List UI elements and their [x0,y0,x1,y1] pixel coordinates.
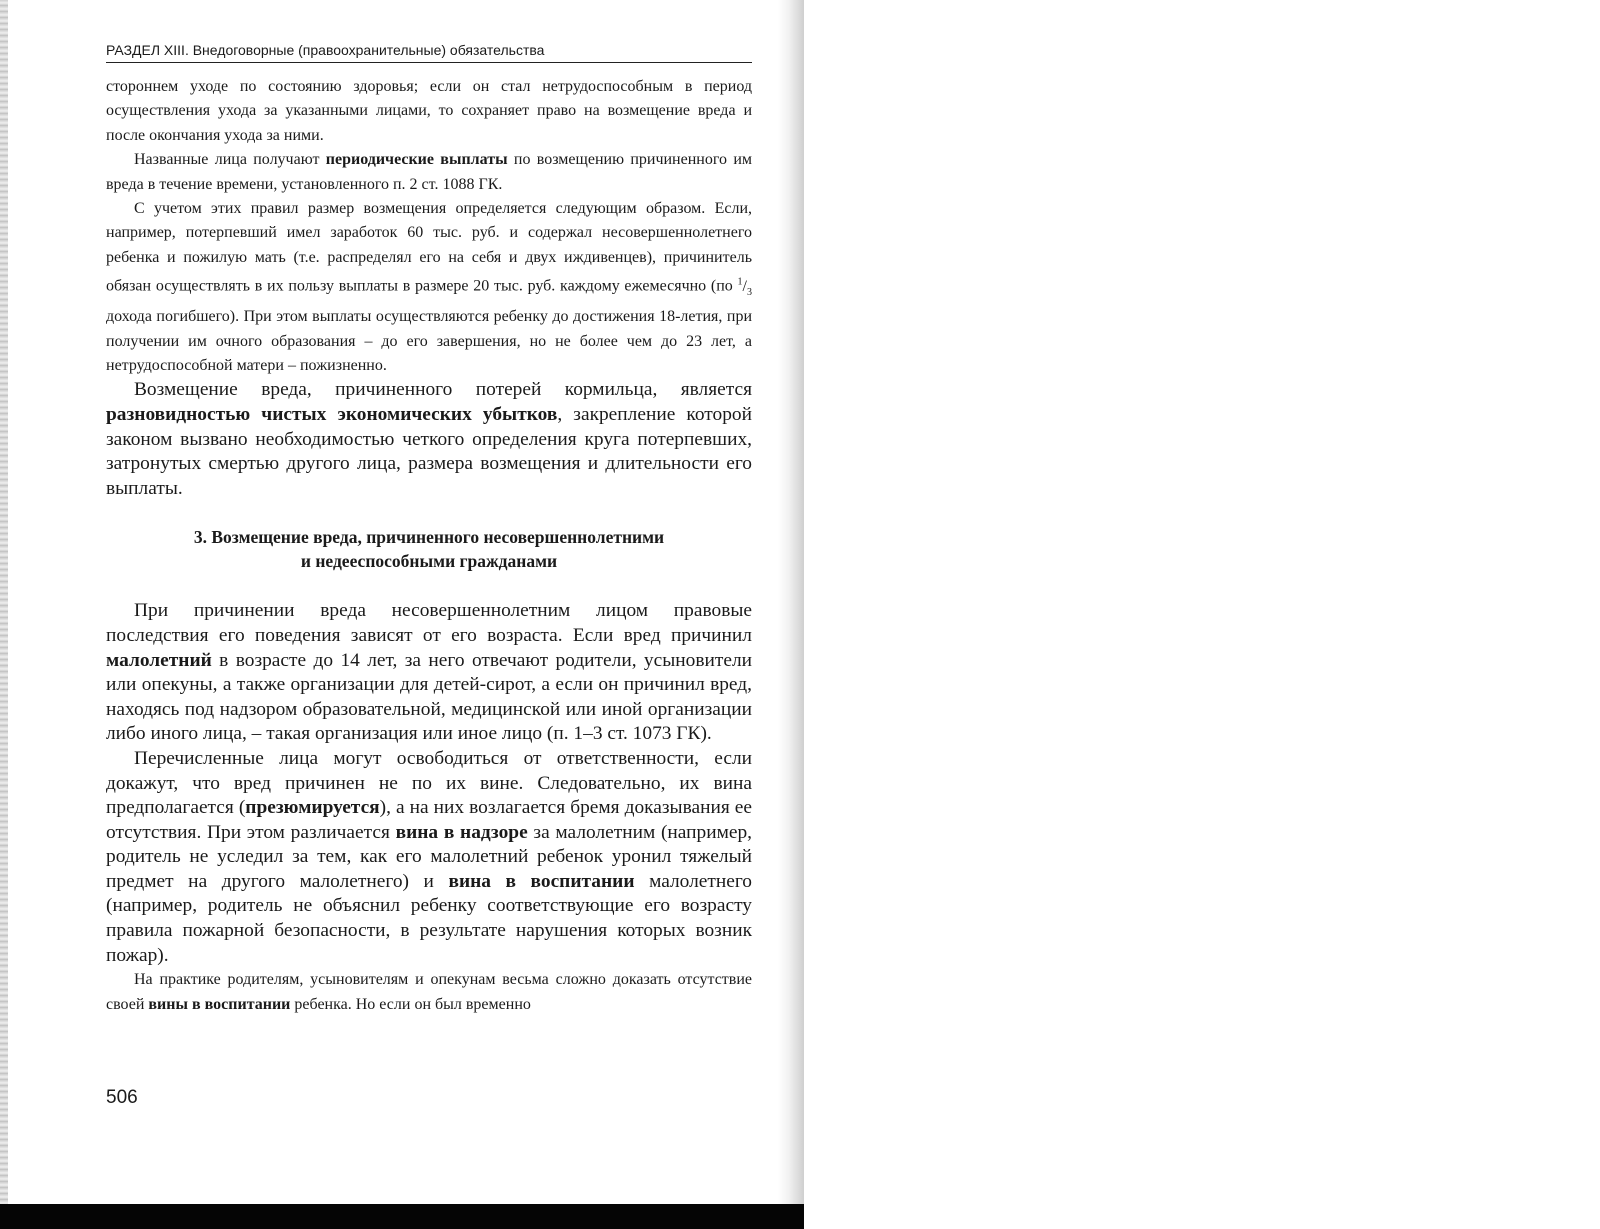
bold-term: вина в воспитании [448,870,635,892]
paragraph-3: С учетом этих правил размер возмещения определяется следующим образом. Если, например, потерпевший имел заработок 60 тыс. руб. и содержал несовершеннолетнего ребенка и пожилую мать (т.е. распределял его на себя и двух иждивенцев), причинитель обязан осуществлять в их пользу выплаты в размере 20 тыс. руб. каждому ежемесячно (по $^1/_3$ дохода погибшего). При этом выплаты осуществляются ребенку до достижения 18-летия, при получении им очного образования – до его завершения, но не более чем до 23 лет, а нетрудоспособной матери – пожизненно. [106,200,752,374]
running-head: РАЗДЕЛ XIII. Внедоговорные (правоохранительные) обязательства [106,40,752,63]
section-heading-line-2: и недееспособными гражданами [300,551,558,572]
bold-term: вины в воспитании [148,995,291,1013]
page-number: 506 [106,1087,138,1108]
bold-term: малолетний [106,649,212,671]
paragraph-7: На практике родителям, усыновителям и опекунам весьма сложно доказать отсутствие своей вины в воспитании ребенка. Но если он был временно [106,971,752,1013]
bold-term: презюмируется [245,797,380,819]
fraction-one-third: $^1/_3$ [737,276,752,298]
paragraph-1: стороннем уходе по состоянию здоровья; если он стал нетрудоспособным в период осуществления ухода за указанными лицами, то сохраняет право на возмещение вреда и после окончания ухода за ними. [106,78,752,144]
bold-term: периодические выплаты [325,151,508,169]
paragraph-6: Перечисленные лица могут освободиться от ответственности, если докажут, что вред причинен не по их вине. Следовательно, их вина предполагается (презюмируется), а на них возлагается бремя доказывания ее отсутствия. При этом различается вина в надзоре за малолетним (например, родитель не уследил за тем, как его малолетний ребенок уронил тяжелый предмет на другого малолетнего) и вина в воспитании малолетнего (например, родитель не объяснил ребенку соответствующие его возрасту правила пожарной безопасности, в результате нарушения которых возник пожар). [106,747,752,966]
page-body [106,40,752,1017]
bold-term: разновидностью чистых экономических убытков [106,403,558,425]
bold-term: вина в надзоре [395,821,528,843]
paragraph-2: Названные лица получают периодические выплаты по возмещению причиненного им вреда в течение времени, установленного п. 2 ст. 1088 ГК. [106,151,753,193]
section-heading [106,525,752,573]
paragraph-4: Возмещение вреда, причиненного потерей кормильца, является разновидностью чистых экономических убытков, закрепление которой законом вызвано необходимостью четкого определения круга потерпевших, затронутых смертью другого лица, размера возмещения и длительности его выплаты. [106,379,752,499]
paragraph-5: При причинении вреда несовершеннолетним лицом правовые последствия его поведения зависят от его возраста. Если вред причинил малолетний в возрасте до 14 лет, за него отвечают родители, усыновители или опекуны, а также организации для детей-сирот, а если он причинил вред, находясь под надзором образовательной, медицинской или иной организации либо иного лица, – такая организация или иное лицо (п. 1–3 ст. 1073 ГК). [106,600,752,745]
scan-bottom-band [0,1204,804,1229]
book-gutter [778,0,804,1229]
section-heading-line-1: 3. Возмещение вреда, причиненного несовершеннолетними [193,527,665,548]
left-page-edge [0,0,8,1229]
